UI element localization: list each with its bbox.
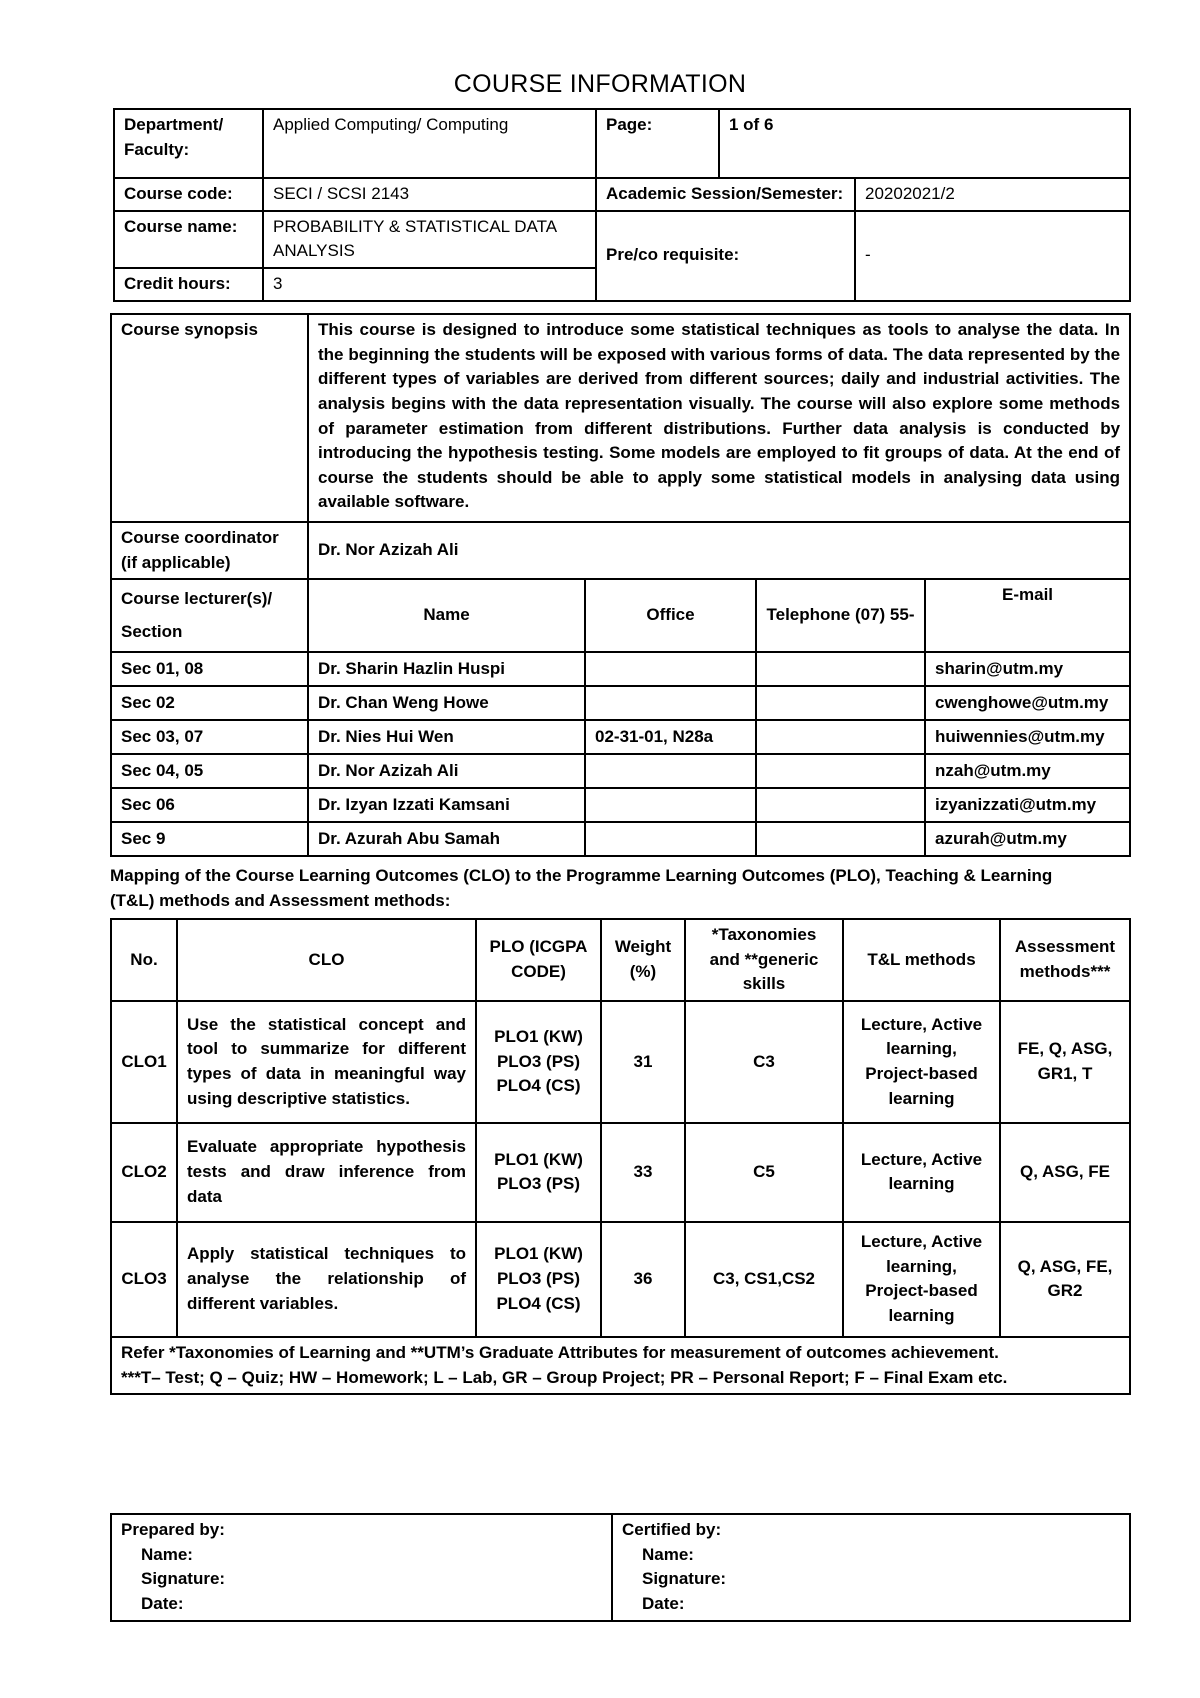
assessment-value: FE, Q, ASG, GR1, T xyxy=(1000,1001,1130,1123)
no-header: No. xyxy=(111,919,177,1001)
email-link[interactable]: cwenghowe@utm.my xyxy=(925,686,1130,720)
clo-number: CLO2 xyxy=(111,1123,177,1222)
email-link[interactable]: izyanizzati@utm.my xyxy=(925,788,1130,822)
section-cell: Sec 01, 08 xyxy=(111,652,308,686)
table-row xyxy=(111,788,1130,822)
clo-description: Evaluate appropriate hypothesis tests and draw inference from data xyxy=(177,1123,476,1222)
assessment-key-note: ***T– Test; Q – Quiz; HW – Homework; L – Lab, GR – Group Project; PR – Personal Report; F – Final Exam etc. xyxy=(121,1367,1008,1387)
clo-description: Use the statistical concept and tool to summarize for different types of data in meaningful way using descriptive statistics. xyxy=(177,1001,476,1123)
lecturer-table xyxy=(110,313,1131,857)
department-value: Applied Computing/ Computing xyxy=(263,109,596,178)
office-cell xyxy=(585,652,756,686)
assessment-header: Assessment methods*** xyxy=(1000,919,1130,1001)
section-cell: Sec 02 xyxy=(111,686,308,720)
email-link[interactable]: azurah@utm.my xyxy=(925,822,1130,856)
section-cell: Sec 04, 05 xyxy=(111,754,308,788)
email-link[interactable]: huiwennies@utm.my xyxy=(925,720,1130,754)
lecturer-name: Dr. Sharin Hazlin Huspi xyxy=(308,652,585,686)
section-cell: Sec 06 xyxy=(111,788,308,822)
coordinator-value: Dr. Nor Azizah Ali xyxy=(308,522,1130,579)
table-row xyxy=(111,1001,1130,1123)
assessment-value: Q, ASG, FE xyxy=(1000,1123,1130,1222)
name-header: Name xyxy=(308,579,585,652)
weight-value: 36 xyxy=(601,1222,685,1337)
prepared-signature-label: Signature: xyxy=(141,1569,226,1589)
email-link[interactable]: sharin@utm.my xyxy=(925,652,1130,686)
page-title: COURSE INFORMATION xyxy=(453,70,747,98)
prereq-value: - xyxy=(855,211,1130,301)
clo-header: CLO xyxy=(177,919,476,1001)
clo-mapping-table xyxy=(110,918,1131,1395)
phone-cell xyxy=(756,754,925,788)
lecturer-section-header: Course lecturer(s)/ Section xyxy=(111,579,308,652)
prereq-label: Pre/co requisite: xyxy=(596,211,855,301)
table-row xyxy=(111,652,1130,686)
synopsis-label: Course synopsis xyxy=(111,314,308,522)
section-cell: Sec 9 xyxy=(111,822,308,856)
tl-methods-value: Lecture, Active learning, Project-based learning xyxy=(843,1222,1000,1337)
plo-codes: PLO1 (KW) PLO3 (PS) xyxy=(476,1123,601,1222)
clo-number: CLO3 xyxy=(111,1222,177,1337)
lecturer-name: Dr. Nor Azizah Ali xyxy=(308,754,585,788)
phone-cell xyxy=(756,822,925,856)
phone-cell xyxy=(756,652,925,686)
email-header: E-mail xyxy=(925,579,1130,652)
office-cell xyxy=(585,754,756,788)
course-code-value: SECI / SCSI 2143 xyxy=(263,178,596,211)
phone-cell xyxy=(756,788,925,822)
office-cell xyxy=(585,788,756,822)
credit-hours-label: Credit hours: xyxy=(114,268,263,301)
course-name-value: PROBABILITY & STATISTICAL DATA ANALYSIS xyxy=(263,211,596,268)
credit-hours-value: 3 xyxy=(263,268,596,301)
plo-codes: PLO1 (KW) PLO3 (PS) PLO4 (CS) xyxy=(476,1222,601,1337)
lecturer-name: Dr. Nies Hui Wen xyxy=(308,720,585,754)
clo-description: Apply statistical techniques to analyse the relationship of different variables. xyxy=(177,1222,476,1337)
lecturer-name: Dr. Chan Weng Howe xyxy=(308,686,585,720)
clo-number: CLO1 xyxy=(111,1001,177,1123)
table-row xyxy=(111,720,1130,754)
office-header: Office xyxy=(585,579,756,652)
prepared-date-label: Date: xyxy=(141,1593,184,1613)
email-link[interactable]: nzah@utm.my xyxy=(925,754,1130,788)
weight-value: 33 xyxy=(601,1123,685,1222)
prepared-name-label: Name: xyxy=(141,1544,193,1564)
table-row xyxy=(111,822,1130,856)
session-label: Academic Session/Semester: xyxy=(596,178,855,211)
synopsis-text: This course is designed to introduce some statistical techniques as tools to analyse the data. In the beginning the students will be exposed with various forms of data. The data represented by the different types of variables are derived from different sources; daily and industrial activities. The analysis begins with the data representation visually. The course will also explore some methods of parameter estimation from different distributions. Further data analysis is conducted by introducing the hypothesis testing. Some models are employed to fit groups of data. At the end of course the students should be able to apply some statistical models in analysing data using available software. xyxy=(308,314,1130,522)
taxonomy-value: C5 xyxy=(685,1123,843,1222)
taxonomy-value: C3, CS1,CS2 xyxy=(685,1222,843,1337)
plo-header: PLO (ICGPA CODE) xyxy=(476,919,601,1001)
page-value: 1 of 6 xyxy=(719,109,1130,178)
certified-name-label: Name: xyxy=(642,1544,694,1564)
office-cell xyxy=(585,686,756,720)
taxonomies-header: *Taxonomies and **generic skills xyxy=(685,919,843,1001)
certified-by-block xyxy=(612,1514,1130,1621)
tl-methods-value: Lecture, Active learning xyxy=(843,1123,1000,1222)
table-row xyxy=(111,686,1130,720)
course-name-label: Course name: xyxy=(114,211,263,268)
weight-header: Weight (%) xyxy=(601,919,685,1001)
prepared-by-label: Prepared by: xyxy=(121,1520,225,1539)
taxonomy-note: Refer *Taxonomies of Learning and **UTM’s Graduate Attributes for measurement of outcomes achievement. xyxy=(121,1342,999,1362)
plo-codes: PLO1 (KW) PLO3 (PS) PLO4 (CS) xyxy=(476,1001,601,1123)
clo-notes xyxy=(111,1337,1130,1394)
phone-cell xyxy=(756,686,925,720)
table-row xyxy=(111,1123,1130,1222)
lecturer-name: Dr. Izyan Izzati Kamsani xyxy=(308,788,585,822)
department-label: Department/ Faculty: xyxy=(114,109,263,178)
page-label: Page: xyxy=(596,109,719,178)
assessment-value: Q, ASG, FE, GR2 xyxy=(1000,1222,1130,1337)
certified-date-label: Date: xyxy=(642,1593,685,1613)
weight-value: 31 xyxy=(601,1001,685,1123)
telephone-header: Telephone (07) 55- xyxy=(756,579,925,652)
certified-signature-label: Signature: xyxy=(642,1569,727,1589)
certified-by-label: Certified by: xyxy=(622,1520,722,1539)
session-value: 20202021/2 xyxy=(855,178,1130,211)
prepared-by-block xyxy=(111,1514,612,1621)
section-cell: Sec 03, 07 xyxy=(111,720,308,754)
coordinator-label: Course coordinator (if applicable) xyxy=(111,522,308,579)
tl-methods-value: Lecture, Active learning, Project-based learning xyxy=(843,1001,1000,1123)
table-row xyxy=(111,1222,1130,1337)
tl-methods-header: T&L methods xyxy=(843,919,1000,1001)
office-cell xyxy=(585,822,756,856)
signoff-table xyxy=(110,1513,1131,1622)
lecturer-name: Dr. Azurah Abu Samah xyxy=(308,822,585,856)
table-row xyxy=(111,754,1130,788)
taxonomy-value: C3 xyxy=(685,1001,843,1123)
phone-cell xyxy=(756,720,925,754)
course-info-table xyxy=(113,108,1131,302)
office-cell: 02-31-01, N28a xyxy=(585,720,756,754)
mapping-heading: Mapping of the Course Learning Outcomes (CLO) to the Programme Learning Outcomes (PLO), Teaching & Learning (T&L) methods and Assessment methods: xyxy=(110,866,1053,910)
course-code-label: Course code: xyxy=(114,178,263,211)
